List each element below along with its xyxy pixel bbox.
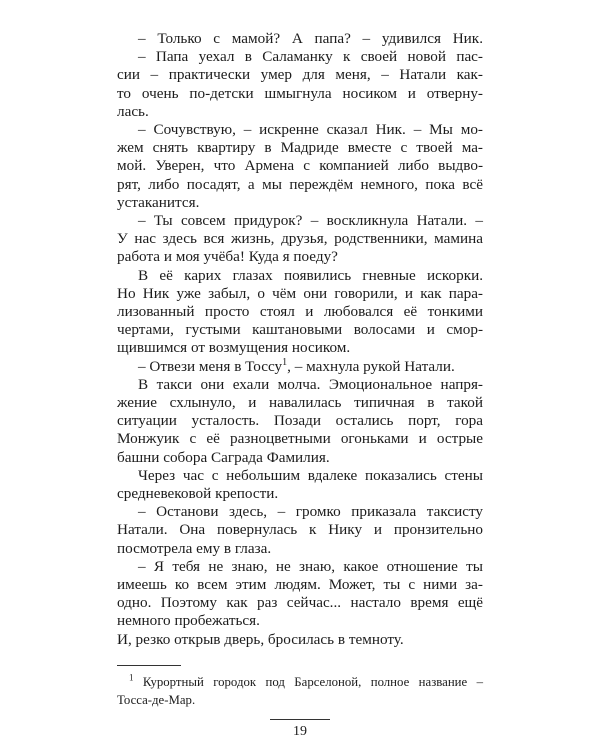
text-line: Натали. Она повернулась к Нику и пронзительно [117,521,483,539]
footnote-line-2: Тосса-де-Мар. [117,692,196,707]
text-line: одно. Поэтому как раз сейчас... настало время ещё [117,594,483,612]
text-line: мой. Уверен, что Армена с компанией либо выдво- [117,157,483,175]
page-number-rule [270,719,330,720]
text-line: средневековой крепости. [117,485,279,502]
text-line: Через час с небольшим вдалеке показались стены [138,466,483,484]
text-line: В её карих глазах появились гневные искорки. [138,266,483,284]
footnote-line-1: Курортный городок под Барселоной, полное название – [133,674,483,689]
text-line: имеешь ко всем этим людям. Может, ты с ними за- [117,576,483,593]
text-line: лась. [117,102,149,120]
text-line: лизованный просто стоял и любовался её тонкими [117,303,483,320]
text-line: щившимся от возмущения носиком. [117,339,351,357]
text-line: сии – практически умер для меня, – Натали как- [117,66,483,84]
text-line: ситуации усталость. Позади остались порт, гора [117,412,483,430]
text-line: устаканится. [117,193,200,211]
text-line: чертами, густыми каштановыми волосами и смор- [117,321,483,339]
footnote-separator [117,665,181,666]
text-line: – Останови здесь, – громко приказала таксисту [138,503,483,521]
text-line: – Папа уехал в Саламанку к своей новой пас- [138,48,483,66]
footnote-text [129,673,483,691]
text-line: – Ты совсем придурок? – воскликнула Натали. – [138,212,483,229]
text-line: посмотрела ему в глаза. [117,539,272,557]
text-line: жем снять квартиру в Мадриде вместе с твоей ма- [117,139,483,157]
text-line: немного пробежаться. [117,612,260,630]
text-line: – Сочувствую, – искренне сказал Ник. – Мы мо- [138,121,483,138]
text-line: то очень по-детски шмыгнула носиком и отверну- [117,84,483,102]
text-line: рят, либо посадят, а мы переждём немного, пока всё [117,175,483,193]
text-line: Монжуик с её разноцветными огоньками и острые [117,430,483,448]
text-line: – Только с мамой? А папа? – удивился Ник. [138,30,483,47]
text-line: У нас здесь вся жизнь, друзья, родственники, мамина [117,230,483,248]
text-segment: , – махнула рукой Натали. [287,357,455,375]
footnote-mark: 1 [129,672,134,683]
text-line: – Я тебя не знаю, не знаю, какое отношение ты [138,557,483,575]
footnote-reference: 1 [282,356,288,368]
text-line: башни собора Саграда Фамилия. [117,448,330,466]
text-line: жение схлынуло, и навалилась типичная в такой [117,394,483,411]
text-line: Но Ник уже забыл, о чём они говорили, и как пара- [117,284,483,302]
text-line: И, резко открыв дверь, бросилась в темноту. [117,630,404,648]
text-line-with-footnote [138,358,483,376]
text-line: В такси они ехали молча. Эмоциональное напря- [138,375,483,393]
text-line: работа и моя учёба! Куда я поеду? [117,248,338,266]
page-number: 19 [293,723,307,739]
text-segment: – Отвези меня в Тоссу [138,357,283,375]
